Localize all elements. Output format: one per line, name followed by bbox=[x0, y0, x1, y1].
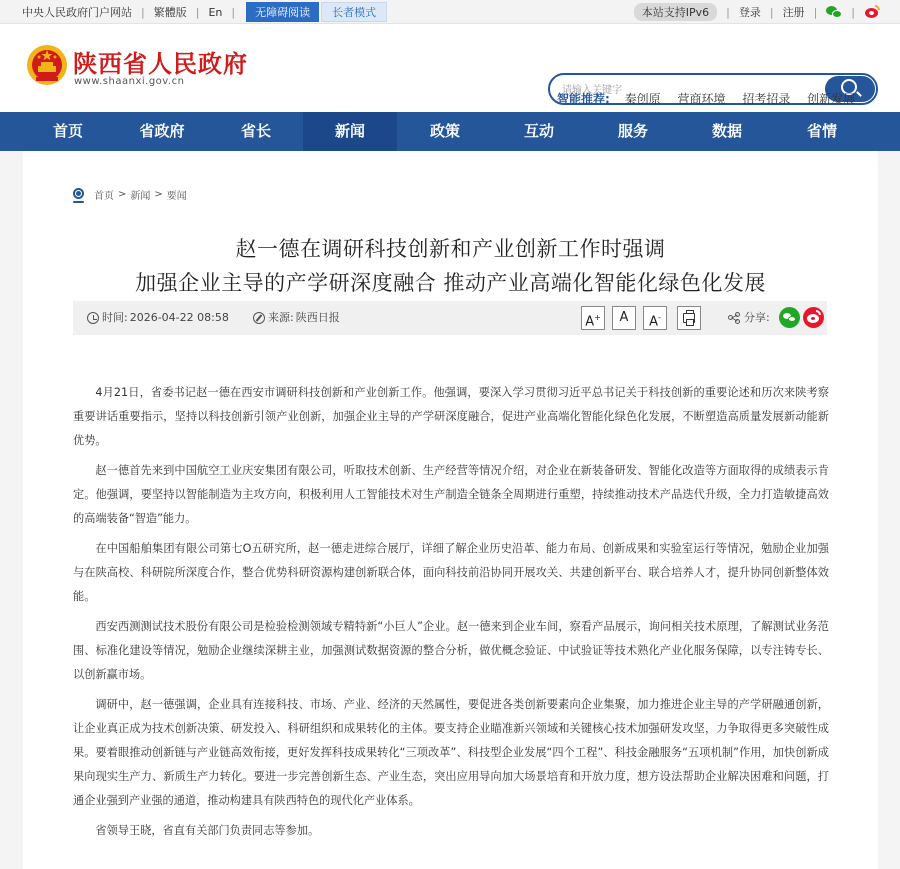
smart-item-qinchuangyuan[interactable]: 秦创原 bbox=[624, 92, 661, 106]
divider: | bbox=[195, 5, 200, 19]
divider: | bbox=[141, 5, 145, 19]
site-name[interactable]: 陕西省人民政府 bbox=[73, 50, 248, 78]
elder-mode-button[interactable]: 长者模式 bbox=[321, 2, 387, 22]
article-meta-bar bbox=[73, 301, 827, 335]
article-title-line2: 加强企业主导的产学研深度融合 推动产业高端化智能化绿色化发展 bbox=[135, 271, 766, 295]
breadcrumb-separator: > bbox=[154, 189, 163, 200]
nav-news[interactable]: 新闻 bbox=[303, 112, 397, 151]
breadcrumb-home[interactable]: 首页 bbox=[94, 191, 114, 202]
location-pin-icon bbox=[73, 188, 84, 202]
breadcrumb bbox=[73, 187, 187, 202]
article-paragraph: 赵一德首先来到中国航空工业庆安集团有限公司，听取技术创新、生产经营等情况介绍，对企业在新装备研发、智能化改造等方面取得的成绩表示肯定。他强调，要坚持以智能制造为主攻方向，积极利用人工智能技术对生产制造全链条全周期进行重塑，持续推动技术产品迭代升级，全力打造敏捷高效的高端装备“智造”能力。 bbox=[73, 464, 829, 525]
weibo-icon[interactable] bbox=[864, 5, 880, 19]
publish-time-value: 2026-04-22 08:58 bbox=[129, 311, 229, 324]
content-panel bbox=[23, 151, 878, 869]
article-paragraph: 在中国船舶集团有限公司第七O五研究所，赵一德走进综合展厅，详细了解企业历史沿革、能力布局、创新成果和实验室运行等情况，勉励企业加强与在陕高校、科研院所深度合作，整合优势科研资源构建创新联合体，面向科技前沿协同开展攻关、共建创新平台、联合培养人才，提升协同创新整体效能。 bbox=[73, 542, 829, 603]
print-button[interactable] bbox=[677, 306, 701, 330]
register-link[interactable]: 注册 bbox=[782, 6, 805, 19]
english-link[interactable]: En bbox=[208, 5, 223, 19]
font-smaller-label: A bbox=[649, 314, 658, 330]
top-bar-left bbox=[22, 0, 387, 24]
divider: | bbox=[813, 5, 818, 19]
login-link[interactable]: 登录 bbox=[738, 6, 761, 19]
breadcrumb-separator: > bbox=[118, 189, 127, 200]
share-icon bbox=[728, 312, 740, 324]
nav-interaction[interactable]: 互动 bbox=[523, 122, 554, 140]
divider: | bbox=[231, 5, 236, 19]
top-bar bbox=[0, 0, 900, 24]
nav-governor[interactable]: 省长 bbox=[240, 122, 271, 140]
clock-icon bbox=[87, 312, 99, 324]
article-paragraph: 调研中，赵一德强调，企业具有连接科技、市场、产业、经济的天然属性，要促进各类创新要素向企业集聚，加力推进企业主导的产学研融通创新，让企业真正成为技术创新决策、研发投入、科研组织和成果转化的主体。要支持企业瞄准新兴领域和关键核心技术加强研发攻坚，力争取得更多突破性成果。要着眼推动创新链与产业链高效衔接，更好发挥科技成果转化“三项改革”、科技型企业发展“四个工程”、科技金融服务“五项机制”作用，加快创新成果向现实生产力、新质生产力转化。要进一步完善创新生态、产业生态，突出应用导向加大场景培育和开放力度，想方设法帮助企业解决困难和问题，打通企业强到产业强的通道，推动构建具有陕西特色的现代化产业体系。 bbox=[73, 698, 829, 807]
compass-icon bbox=[253, 312, 265, 324]
nav-services[interactable]: 服务 bbox=[617, 122, 648, 140]
publish-time-label: 时间: bbox=[102, 311, 128, 324]
font-larger-label: A bbox=[585, 314, 595, 330]
portal-link[interactable]: 中央人民政府门户网站 bbox=[22, 6, 132, 19]
article-source bbox=[253, 301, 340, 335]
article-title-line1: 赵一德在调研科技创新和产业创新工作时强调 bbox=[235, 237, 666, 261]
smart-item-business-environment[interactable]: 营商环境 bbox=[677, 92, 726, 106]
share-label: 分享: bbox=[744, 311, 770, 324]
site-url: www.shaanxi.gov.cn bbox=[74, 76, 185, 87]
divider: | bbox=[851, 5, 855, 19]
font-larger-button[interactable]: A+ bbox=[581, 306, 605, 330]
breadcrumb-current[interactable]: 要闻 bbox=[166, 191, 187, 202]
smart-recommend bbox=[557, 90, 868, 107]
article-paragraph: 省领导王晓，省直有关部门负责同志等参加。 bbox=[95, 824, 320, 837]
publish-time bbox=[87, 301, 229, 335]
divider: | bbox=[726, 5, 730, 19]
breadcrumb-news[interactable]: 新闻 bbox=[130, 191, 151, 202]
accessible-reading-button[interactable]: 无障碍阅读 bbox=[246, 2, 319, 22]
ipv6-badge: 本站支持IPv6 bbox=[634, 3, 717, 21]
nav-policy[interactable]: 政策 bbox=[429, 122, 460, 140]
font-smaller-button[interactable]: A- bbox=[643, 306, 667, 330]
smart-item-recruitment[interactable]: 招考招录 bbox=[742, 92, 791, 106]
divider: | bbox=[769, 5, 774, 19]
source-label: 来源: bbox=[268, 311, 294, 324]
article-paragraph: 4月21日，省委书记赵一德在西安市调研科技创新和产业创新工作。他强调，要深入学习贯彻习近平总书记关于科技创新的重要论述和历次来陕考察重要讲话重要指示，坚持以科技创新引领产业创新，加强企业主导的产学研深度融合，促进产业高端化智能化绿色化发展，不断塑造高质量发展新动能新优势。 bbox=[73, 386, 829, 447]
font-normal-button[interactable]: A bbox=[612, 306, 636, 330]
smart-recommend-label: 智能推荐: bbox=[557, 92, 610, 106]
nav-home[interactable]: 首页 bbox=[52, 122, 83, 140]
top-bar-right bbox=[634, 0, 880, 24]
nav-provincial-government[interactable]: 省政府 bbox=[139, 122, 185, 140]
share-wechat-icon[interactable] bbox=[779, 307, 800, 328]
wechat-icon[interactable] bbox=[826, 5, 842, 19]
smart-item-innovation[interactable]: 创新发展 bbox=[807, 92, 856, 106]
traditional-chinese-link[interactable]: 繁體版 bbox=[153, 6, 187, 19]
nav-data[interactable]: 数据 bbox=[711, 122, 742, 140]
article-paragraph: 西安西测测试技术股份有限公司是检验检测领域专精特新“小巨人”企业。赵一德来到企业车间，察看产品展示，询问相关技术原理，了解测试业务范围、标准化建设等情况，勉励企业继续深耕主业，加强测试数据资源的整合分析，做优概念验证、中试验证等技术熟化产业化服务保障，以专注铸专长、以创新赢市场。 bbox=[73, 620, 829, 681]
printer-icon bbox=[683, 313, 695, 323]
source-value: 陕西日报 bbox=[295, 311, 340, 324]
share-weibo-icon[interactable] bbox=[803, 307, 824, 328]
national-emblem-icon[interactable] bbox=[26, 44, 68, 86]
nav-province-info[interactable]: 省情 bbox=[806, 122, 837, 140]
main-nav bbox=[0, 112, 900, 151]
